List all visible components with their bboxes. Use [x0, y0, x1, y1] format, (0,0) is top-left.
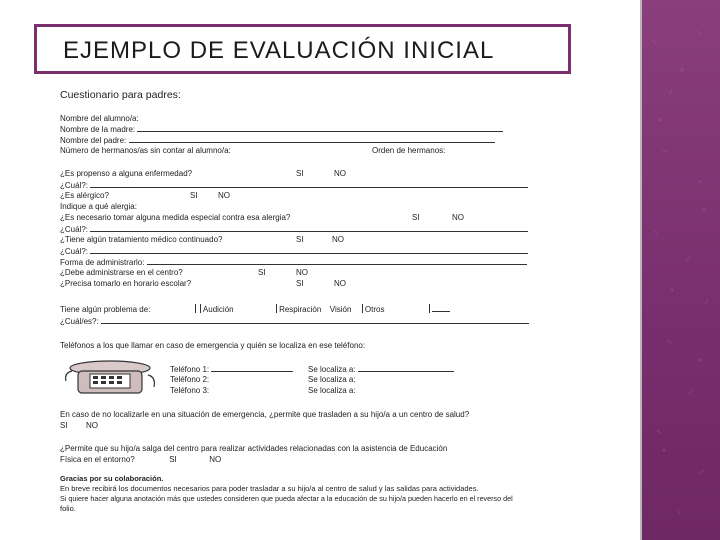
phones-intro: Teléfonos a los que llamar en caso de emergencia y quién se localiza en ese teléfono: [60, 341, 366, 350]
slide-title: EJEMPLO DE EVALUACIÓN INICIAL [63, 37, 495, 64]
blank-line [101, 316, 529, 324]
question-enfermedad: ¿Es propenso a alguna enfermedad? [60, 169, 193, 178]
question-administrar-centro: ¿Debe administrarse en el centro? [60, 268, 183, 277]
telephone-icon [64, 359, 156, 395]
question-medida-alergia: ¿Es necesario tomar alguna medida especial contra esa alergia? [60, 213, 291, 222]
answer-no: NO [332, 235, 344, 244]
answer-si: SI [296, 279, 304, 288]
form-heading: Cuestionario para padres: [60, 89, 181, 101]
answer-si: SI [258, 268, 266, 277]
note-line-3: folio. [60, 504, 76, 513]
phone-1: Teléfono 1: [170, 364, 293, 375]
answer-si: SI [412, 213, 420, 222]
answer-si: SI [296, 235, 304, 244]
field-nombre-madre: Nombre de la madre: [60, 124, 503, 135]
answer-no: NO [296, 268, 308, 277]
question-enfermedad-cual: ¿Cuál?: [60, 180, 528, 191]
phone-3: Teléfono 3: [170, 386, 210, 395]
field-orden-hermanos: Orden de hermanos: [372, 146, 446, 155]
phone-1-locate: Se localiza a: [308, 364, 454, 375]
question-indique-alergia: Indique a qué alergia: [60, 202, 137, 211]
answer-no: NO [334, 279, 346, 288]
blank-line [90, 246, 528, 254]
blank-line [90, 180, 528, 188]
question-problema: Tiene algún problema de: Audición Respiración Visión Otros [60, 304, 450, 315]
answer-si: SI [296, 169, 304, 178]
question-tratamiento-cual: ¿Cuál?: [60, 246, 528, 257]
answer-si: SI [190, 191, 198, 200]
blank-line [129, 135, 495, 143]
consent-salida: ¿Permite que su hijo/a salga del centro para realizar actividades relacionadas con la asistencia de Educación [60, 444, 448, 453]
field-nombre-alumno: Nombre del alumno/a: [60, 114, 139, 123]
questionnaire-document [58, 86, 614, 516]
consent-centro-salud-answers: SI NO [60, 421, 99, 430]
phone-2: Teléfono 2: [170, 375, 210, 384]
blank-line [147, 257, 527, 265]
question-horario-escolar: ¿Precisa tomarlo en horario escolar? [60, 279, 192, 288]
field-nombre-padre: Nombre del padre: [60, 135, 495, 146]
texture-pattern [642, 0, 720, 540]
title-box [34, 24, 568, 74]
field-numero-hermanos: Número de hermanos/as sin contar al alumno/a: [60, 146, 231, 155]
question-forma-administrar: Forma de administrarlo: [60, 257, 527, 268]
note-line-1: En breve recibirá los documentos necesarios para poder trasladar a su hijo/a al centro de salud y las salidas para actividades. [60, 484, 479, 493]
question-tratamiento: ¿Tiene algún tratamiento médico continuado? [60, 235, 223, 244]
question-problema-cual: ¿Cuál/es?: [60, 316, 529, 327]
consent-salida-cont: Física en el entorno? SI NO [60, 455, 222, 464]
answer-no: NO [218, 191, 230, 200]
blank-line [90, 224, 528, 232]
question-alergico: ¿Es alérgico? [60, 191, 109, 200]
thanks-text: Gracias por su colaboración. [60, 474, 164, 483]
answer-no: NO [452, 213, 464, 222]
decorative-side-panel [642, 0, 720, 540]
phone-3-locate: Se localiza a: [308, 386, 356, 395]
phone-2-locate: Se localiza a: [308, 375, 356, 384]
answer-no: NO [334, 169, 346, 178]
consent-centro-salud: En caso de no localizarle en una situación de emergencia, ¿permite que trasladen a su hijo/a a un centro de salud? [60, 410, 470, 419]
note-line-2: Si quiere hacer alguna anotación más que ustedes consideren que pueda afectar a la educación de su hijo/a pueden hacerlo en el reverso del [60, 494, 513, 503]
blank-line [137, 124, 503, 132]
question-medida-cual: ¿Cuál?: [60, 224, 528, 235]
